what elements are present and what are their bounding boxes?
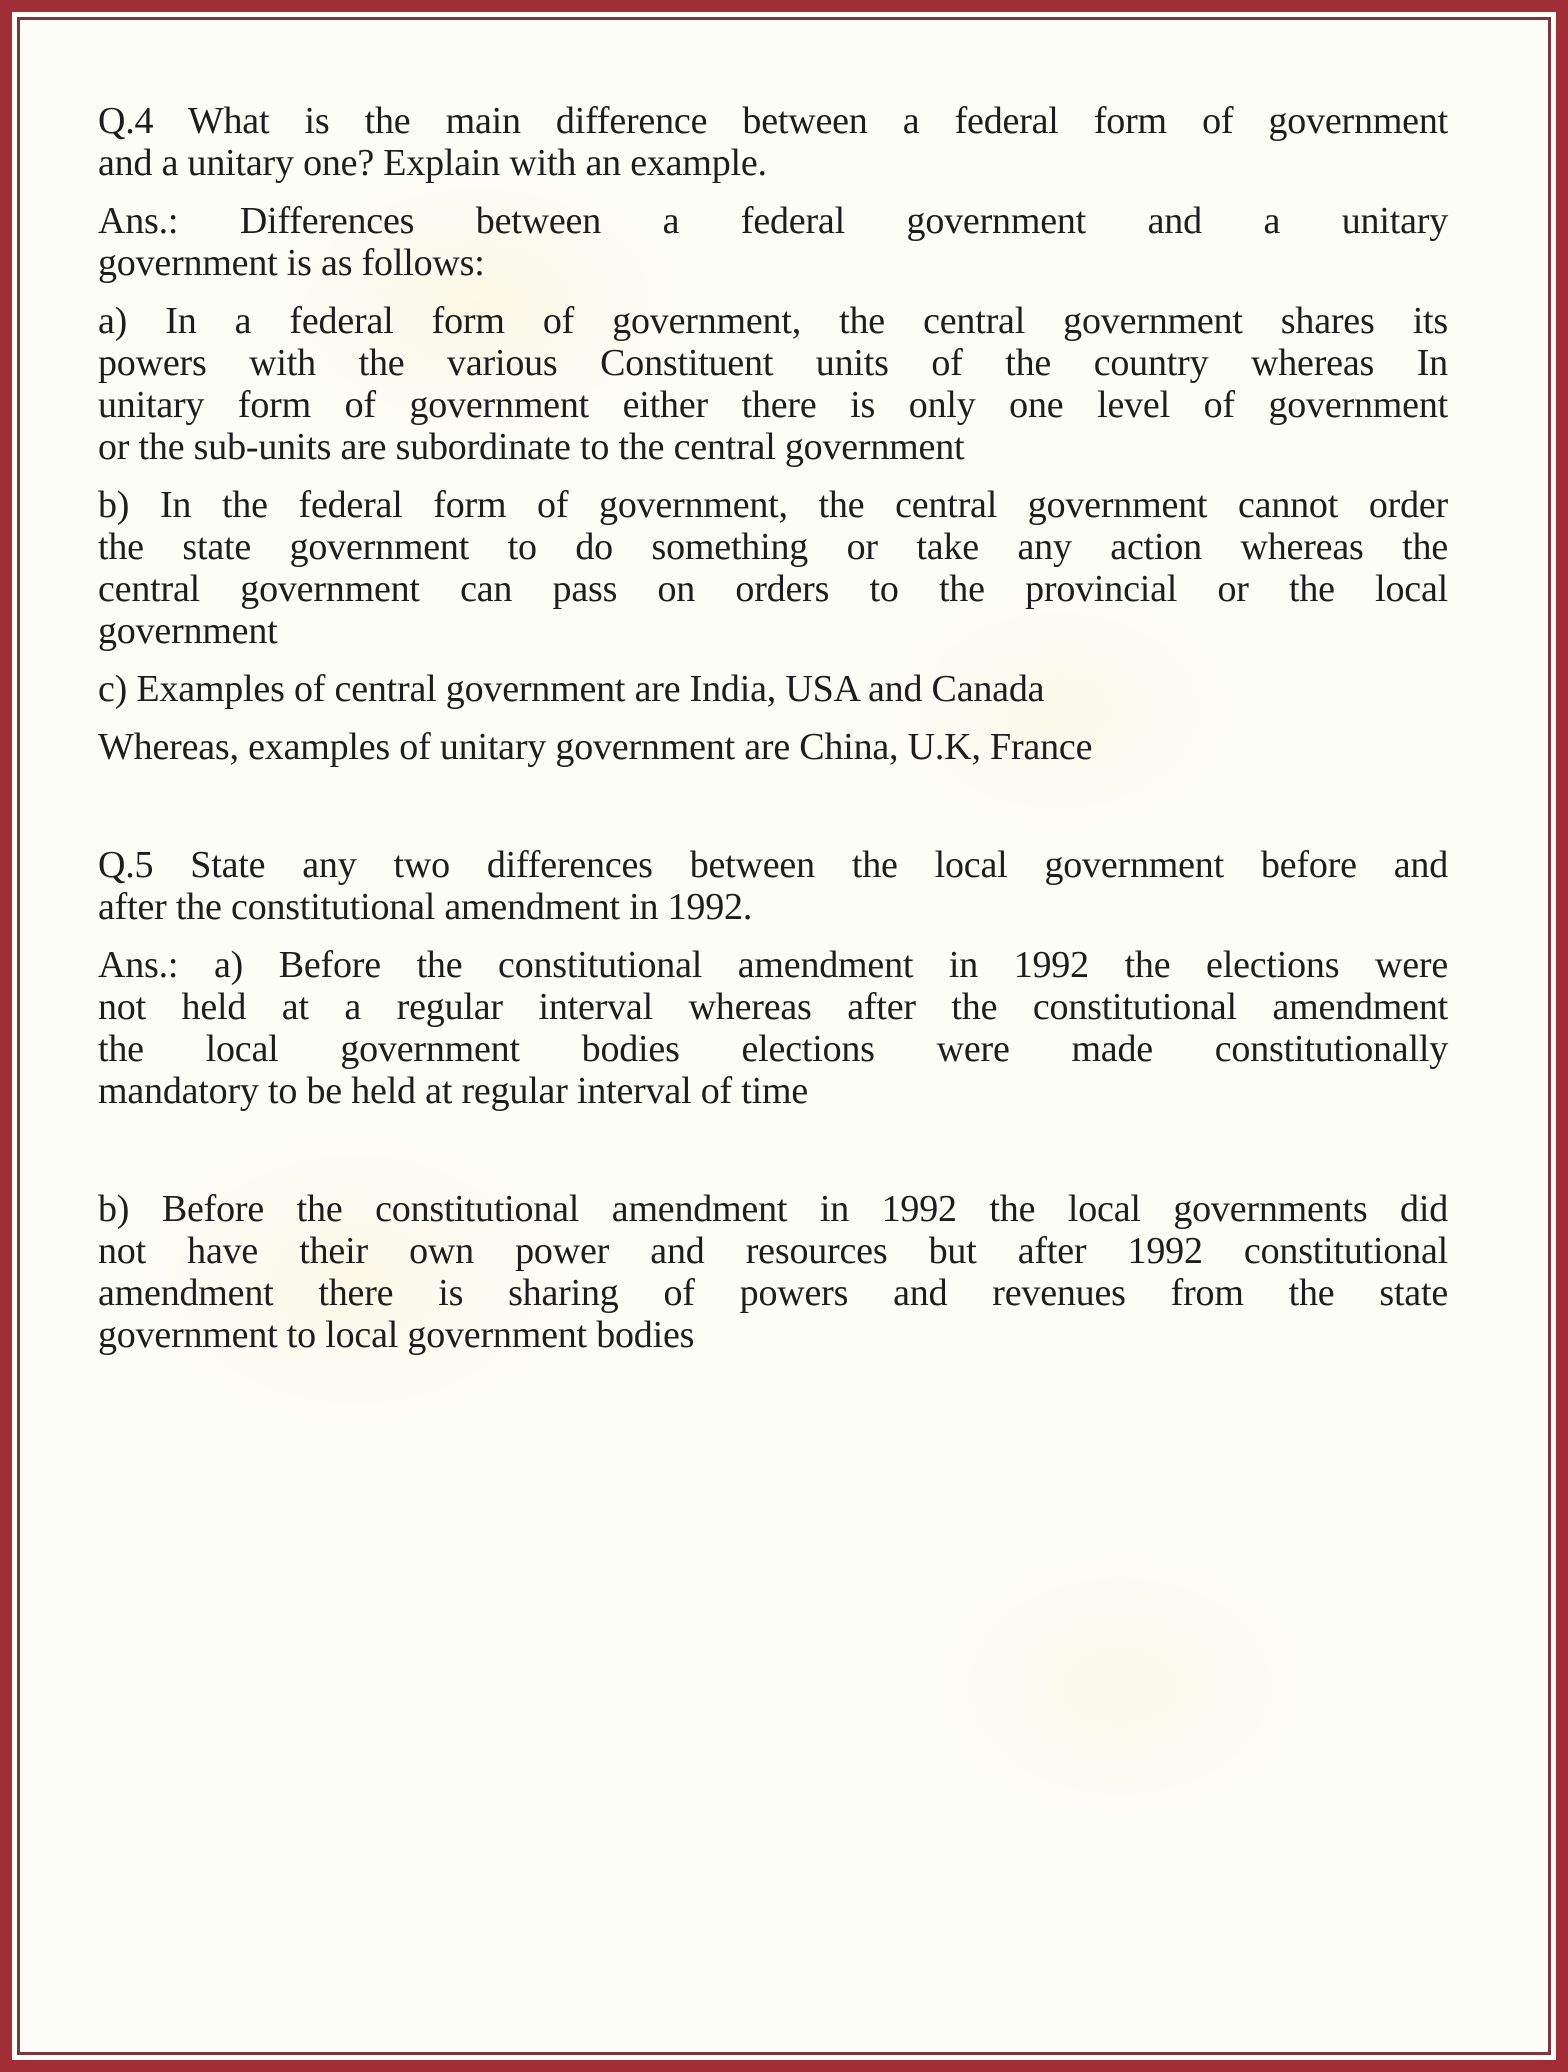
text-line: central government can pass on orders to the provincial or the local [98,568,1448,610]
text-line: Ans.: Differences between a federal government and a unitary [98,200,1448,242]
paragraph-q4-answer-intro [98,200,1448,284]
text-line: government [98,610,278,652]
text-line: powers with the various Constituent units of the country whereas In [98,342,1448,384]
page-border-frame [12,12,1556,2060]
paragraph-q4-question [98,100,1448,184]
paragraph-q5-question [98,844,1448,928]
paragraph-q5-answer-a [98,944,1448,1112]
text-line: not held at a regular interval whereas after the constitutional amendment [98,986,1448,1028]
text-line: unitary form of government either there is only one level of government [98,384,1448,426]
paragraph-q4-point-c [98,668,1448,710]
paragraph-q4-point-a [98,300,1448,468]
text-line: Ans.: a) Before the constitutional amendment in 1992 the elections were [98,944,1448,986]
paragraph-q5-answer-b [98,1188,1448,1356]
text-line: after the constitutional amendment in 1992. [98,886,753,928]
text-line: b) Before the constitutional amendment in 1992 the local governments did [98,1188,1448,1230]
text-line: and a unitary one? Explain with an example. [98,142,767,184]
text-line: mandatory to be held at regular interval of time [98,1070,809,1112]
text-line: Whereas, examples of unitary government are China, U.K, France [98,726,1093,768]
paragraph-q4-whereas [98,726,1448,768]
text-line: government to local government bodies [98,1314,695,1356]
text-line: Q.4 What is the main difference between a federal form of government [98,100,1448,142]
page-inner-frame [17,17,1551,2055]
text-line: or the sub-units are subordinate to the central government [98,426,965,468]
text-line: the state government to do something or take any action whereas the [98,526,1448,568]
text-line: amendment there is sharing of powers and revenues from the state [98,1272,1448,1314]
document-body [98,100,1448,1356]
text-line: not have their own power and resources but after 1992 constitutional [98,1230,1448,1272]
text-line: c) Examples of central government are India, USA and Canada [98,668,1045,710]
text-line: b) In the federal form of government, the central government cannot order [98,484,1448,526]
text-line: a) In a federal form of government, the central government shares its [98,300,1448,342]
text-line: government is as follows: [98,242,485,284]
text-line: Q.5 State any two differences between the local government before and [98,844,1448,886]
paragraph-q4-point-b [98,484,1448,652]
text-line: the local government bodies elections were made constitutionally [98,1028,1448,1070]
